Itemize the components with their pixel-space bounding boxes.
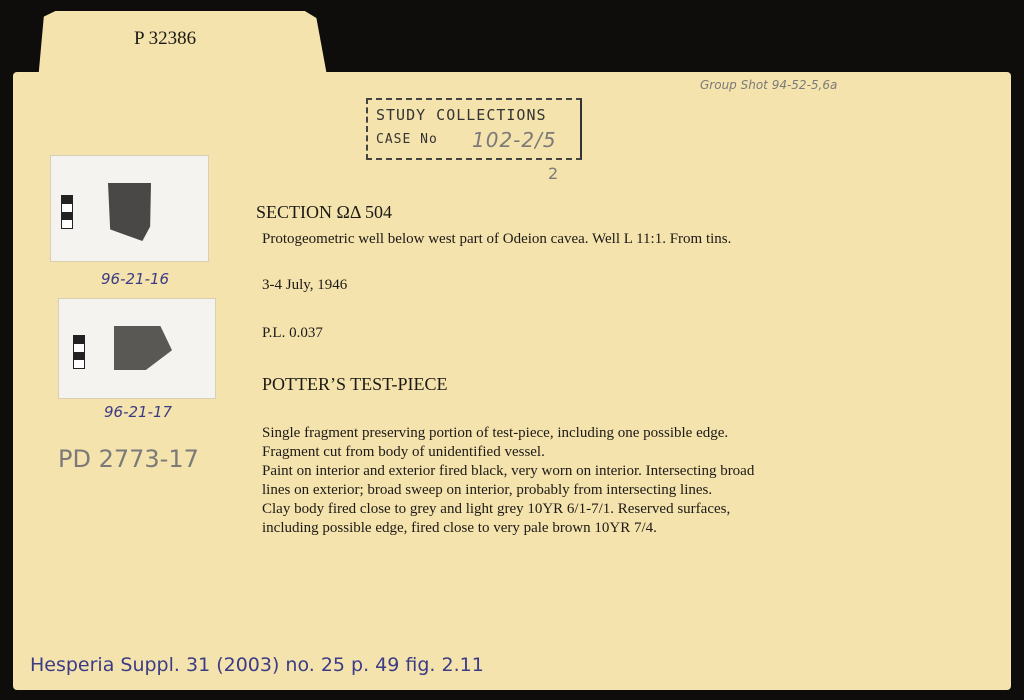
case-sub-number: 2 bbox=[548, 164, 559, 183]
description-line: lines on exterior; broad sweep on interior, probably from intersecting lines. bbox=[262, 482, 713, 498]
stamp-title: STUDY COLLECTIONS bbox=[376, 106, 547, 124]
dimension: P.L. 0.037 bbox=[262, 325, 323, 341]
photo1-label: 96-21-16 bbox=[101, 270, 170, 288]
scale-bar bbox=[73, 335, 85, 369]
study-collections-stamp bbox=[366, 98, 582, 160]
description-line: Fragment cut from body of unidentified vessel. bbox=[262, 444, 545, 460]
section-heading: SECTION ΩΔ 504 bbox=[256, 202, 392, 222]
fragment-photo-interior bbox=[58, 298, 216, 399]
group-shot-note: Group Shot 94-52-5,6a bbox=[700, 78, 838, 92]
description-line: including possible edge, fired close to very pale brown 10YR 7/4. bbox=[262, 520, 657, 536]
excavation-date: 3-4 July, 1946 bbox=[262, 277, 348, 293]
fragment-photo-exterior bbox=[50, 155, 209, 262]
description-line: Clay body fired close to grey and light grey 10YR 6/1-7/1. Reserved surfaces, bbox=[262, 501, 731, 517]
publication-reference: Hesperia Suppl. 31 (2003) no. 25 p. 49 fig. 2.11 bbox=[30, 654, 484, 676]
context-text: Protogeometric well below west part of Odeion cavea. Well L 11:1. From tins. bbox=[262, 231, 732, 247]
sherd-image bbox=[114, 326, 172, 370]
description-line: Single fragment preserving portion of test-piece, including one possible edge. bbox=[262, 425, 729, 441]
description-line: Paint on interior and exterior fired black, very worn on interior. Intersecting broad bbox=[262, 463, 755, 479]
object-title: POTTER’S TEST-PIECE bbox=[262, 374, 448, 394]
inventory-number: P 32386 bbox=[134, 28, 197, 49]
scale-bar bbox=[61, 195, 73, 229]
case-number: 102-2/5 bbox=[472, 128, 557, 152]
photo2-label: 96-21-17 bbox=[104, 403, 173, 421]
sherd-image bbox=[108, 183, 151, 241]
description bbox=[262, 424, 754, 538]
stamp-case-label: CASE No bbox=[376, 132, 438, 147]
pd-number: PD 2773-17 bbox=[58, 445, 199, 473]
